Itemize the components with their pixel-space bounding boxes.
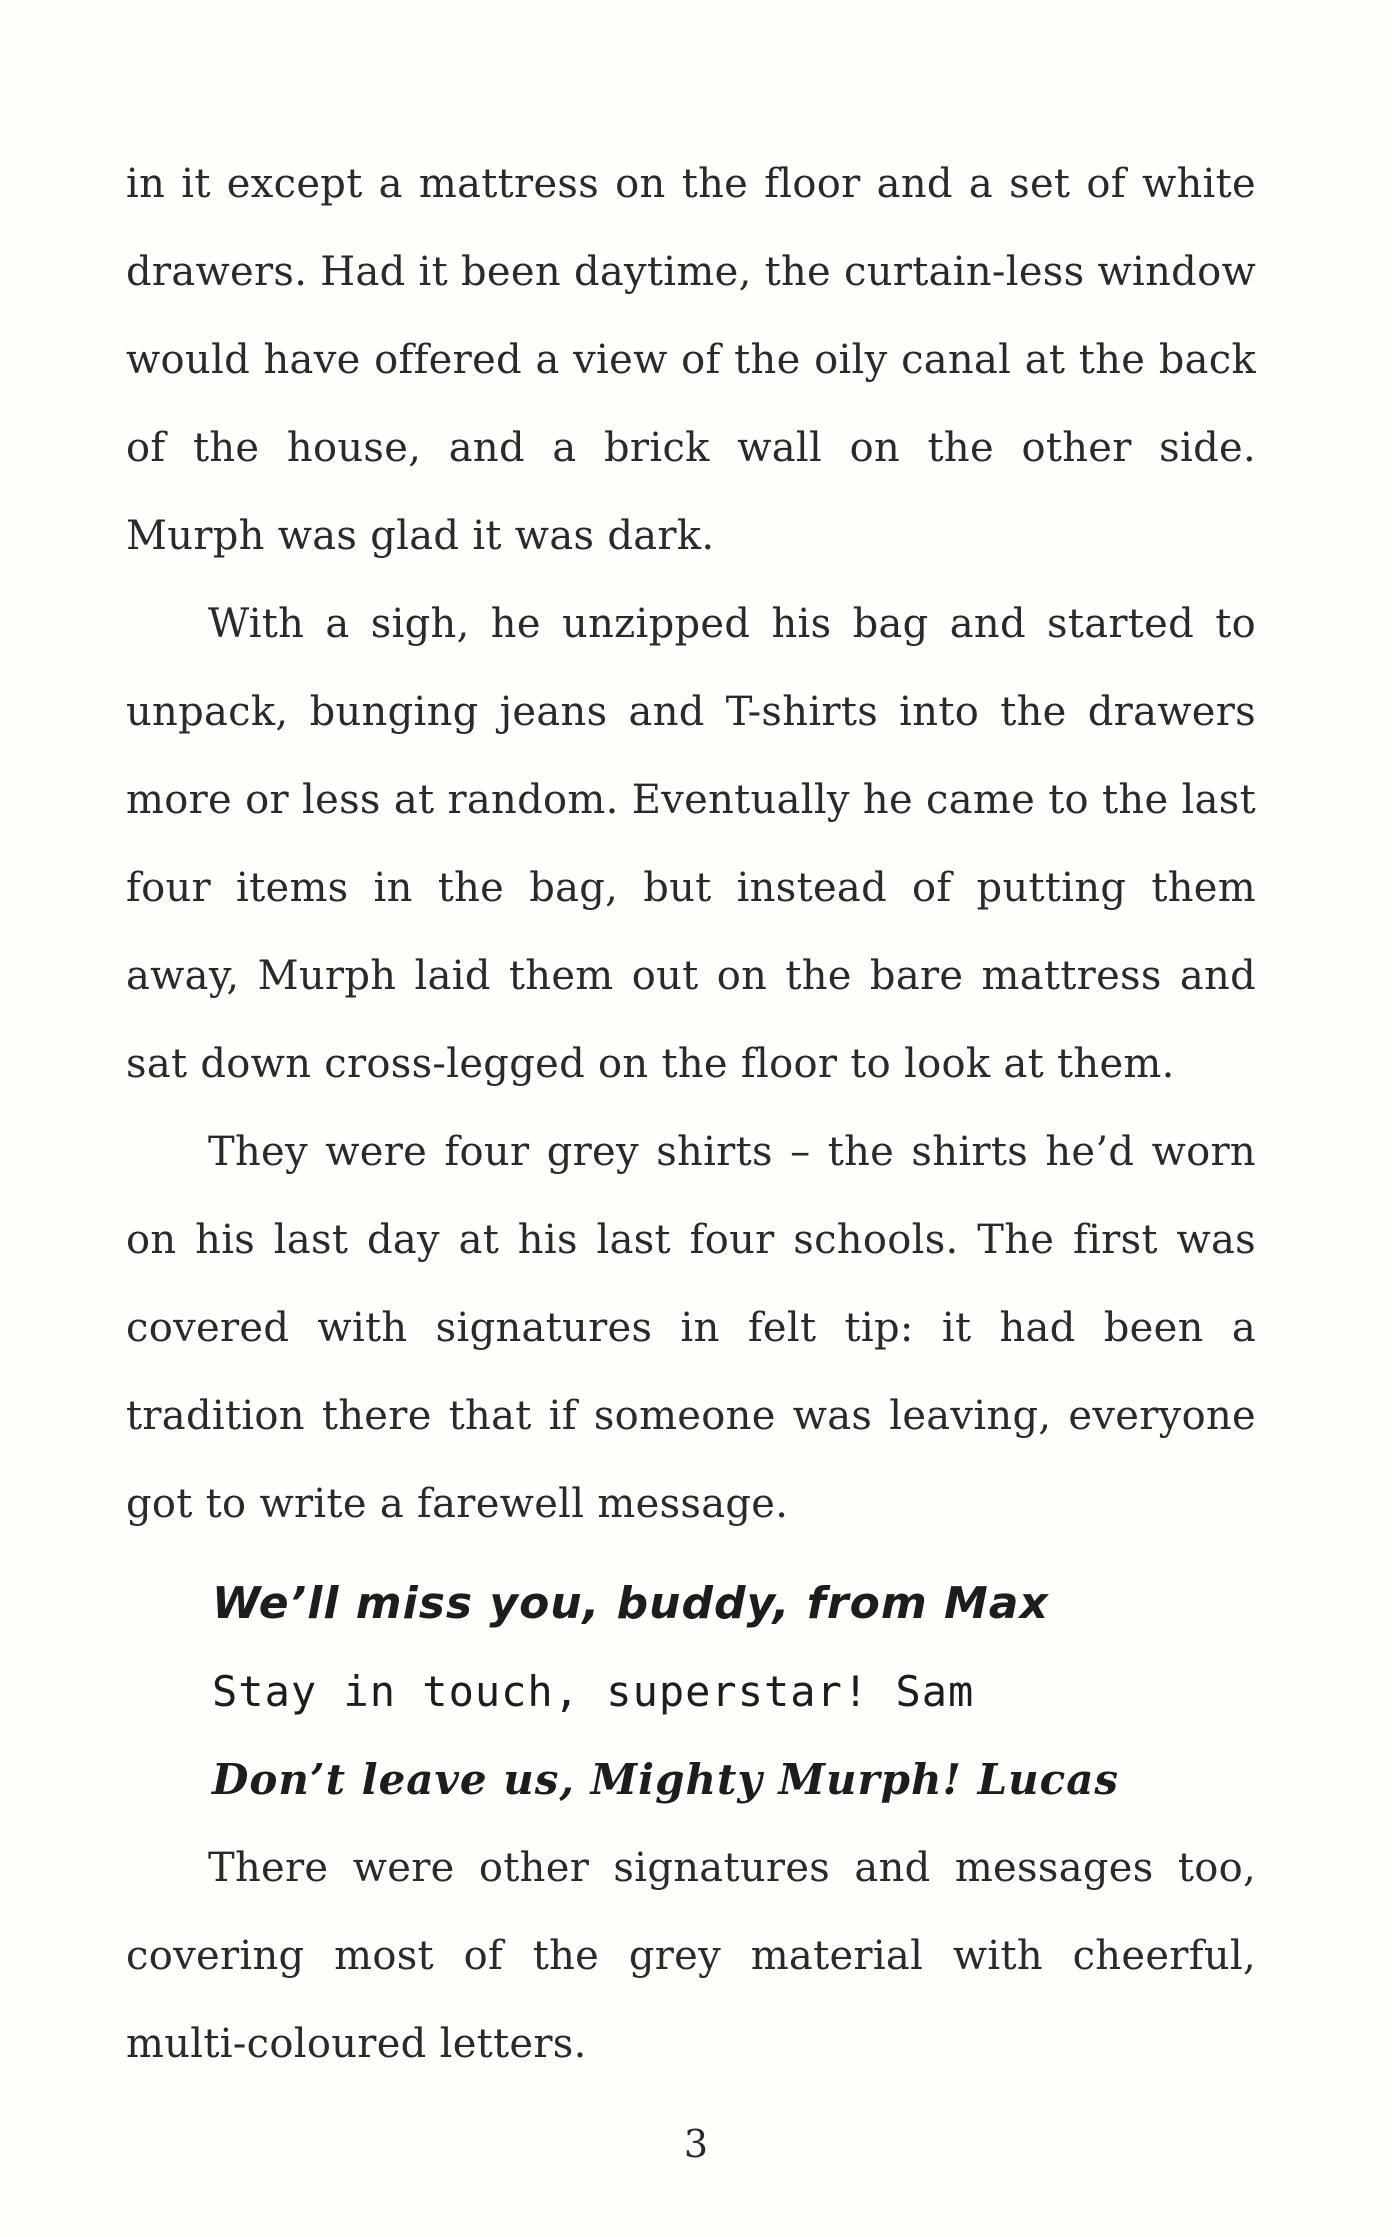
page-body (126, 140, 1256, 2088)
paragraph-1: in it except a mattress on the floor and a set of white drawers. Had it been daytime, the curtain-less window would have offered a view of the oily canal at the back of the house, and a brick wall on the other side. Murph was glad it was dark. (126, 161, 1256, 559)
signature-sam: Stay in touch, superstar! Sam (212, 1667, 975, 1716)
paragraph-3: They were four grey shirts – the shirts he’d worn on his last day at his last four schools. The first was covered with signatures in felt tip: it had been a tradition there that if someone was leaving, everyone got to write a farewell message. (126, 1129, 1256, 1527)
page-number: 3 (683, 2122, 709, 2166)
signature-list (212, 1560, 1256, 1824)
signature-max: We’ll miss you, buddy, from Max (212, 1578, 1049, 1629)
paragraph-2: With a sigh, he unzipped his bag and started to unpack, bunging jeans and T-shirts into the drawers more or less at random. Eventually he came to the last four items in the bag, but instead of putting them away, Murph laid them out on the bare mattress and sat down cross-legged on the floor to look at them. (126, 601, 1256, 1087)
paragraph-4: There were other signatures and messages too, covering most of the grey material with cheerful, multi-coloured letters. (126, 1845, 1256, 2067)
signature-lucas: Don’t leave us, Mighty Murph! Lucas (212, 1755, 1120, 1804)
